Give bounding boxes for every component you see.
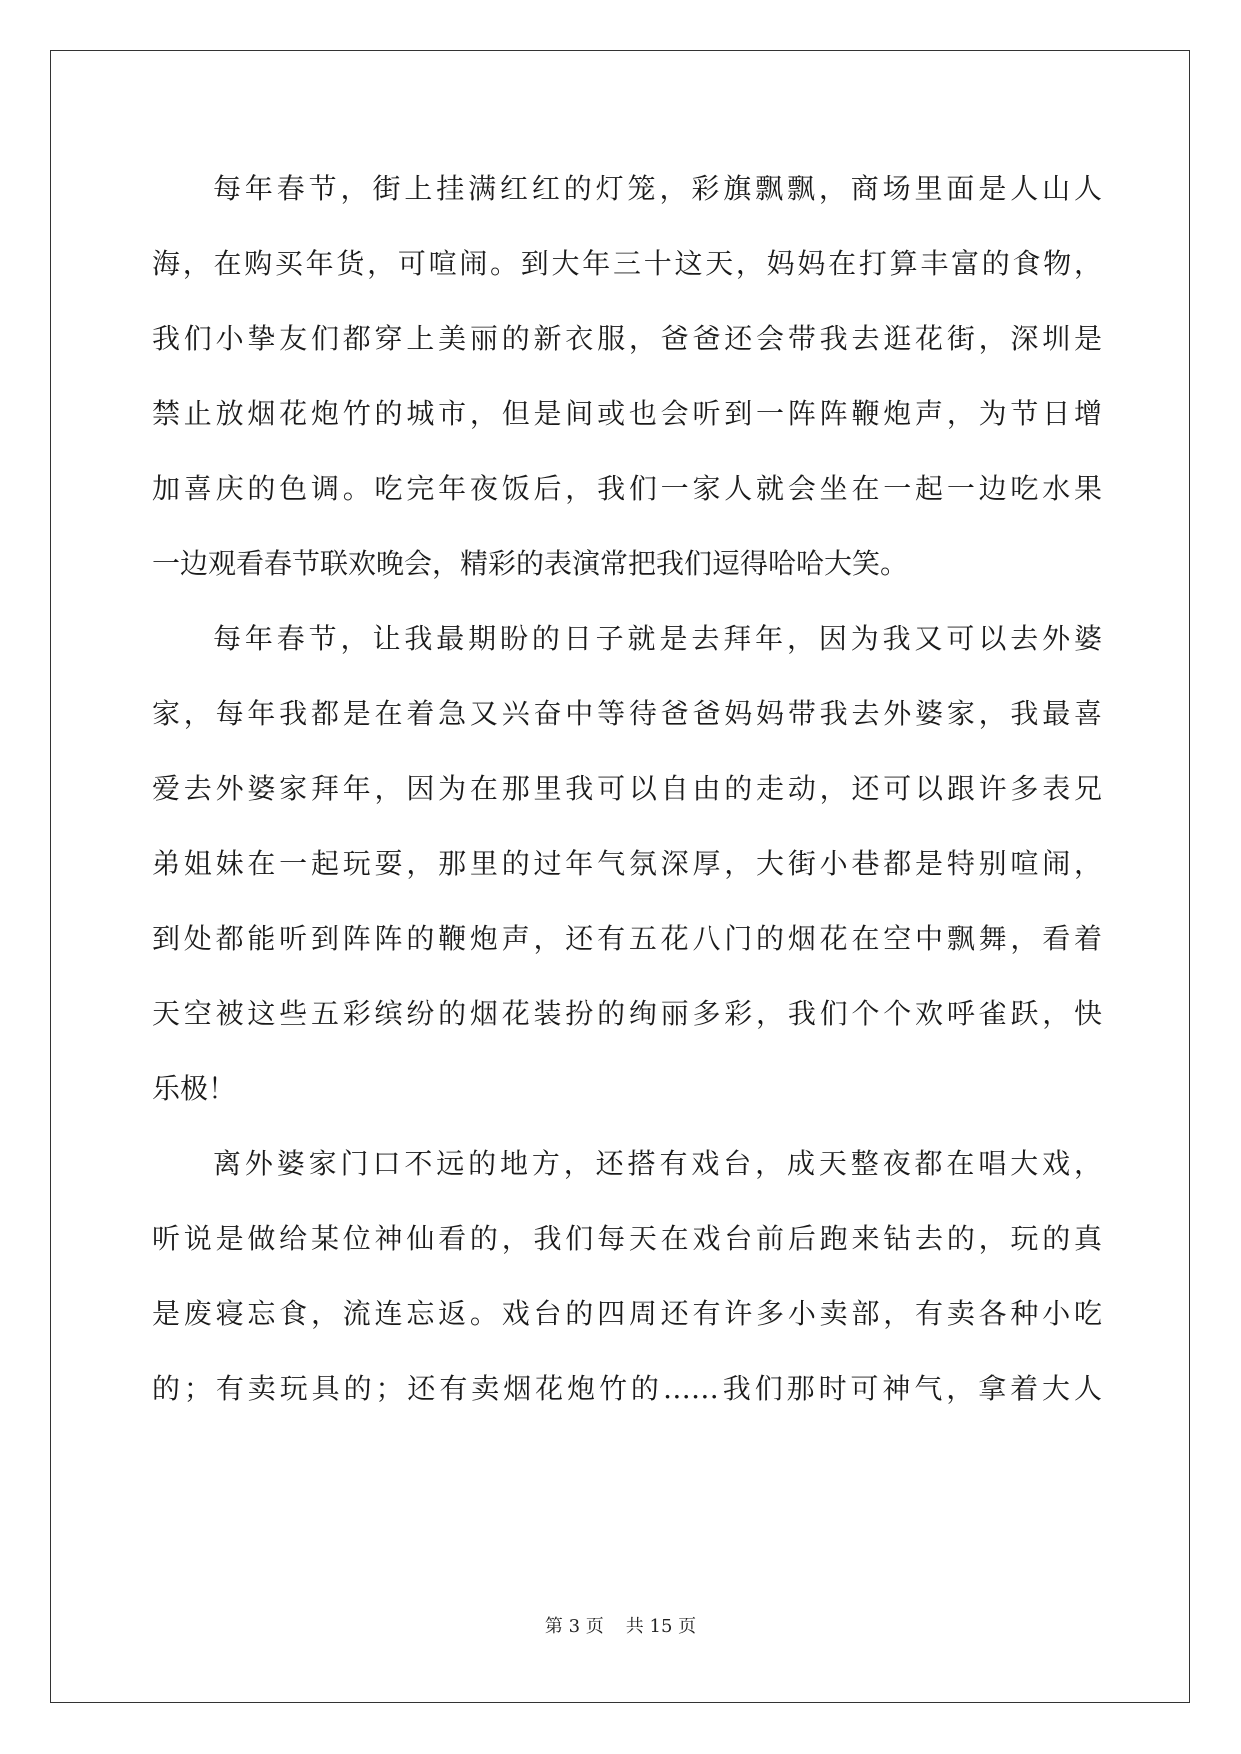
page-footer: [0, 1614, 1241, 1640]
paragraph-1-line-5: 加喜庆的色调。吃完年夜饭后，我们一家人就会坐在一起一边吃水果: [152, 472, 1102, 505]
document-body: [152, 163, 1102, 1438]
total-pages: 共 15 页: [625, 1616, 697, 1637]
paragraph-2-line-5: 到处都能听到阵阵的鞭炮声，还有五花八门的烟花在空中飘舞，看着: [152, 922, 1102, 955]
paragraph-3-line-3: 是废寝忘食，流连忘返。戏台的四周还有许多小卖部，有卖各种小吃: [152, 1297, 1102, 1330]
paragraph-3-line-4: 的；有卖玩具的；还有卖烟花炮竹的……我们那时可神气，拿着大人: [152, 1372, 1102, 1405]
paragraph-2-line-1: 每年春节，让我最期盼的日子就是去拜年，因为我又可以去外婆: [213, 622, 1102, 655]
paragraph-1-line-4: 禁止放烟花炮竹的城市，但是间或也会听到一阵阵鞭炮声，为节日增: [152, 397, 1102, 430]
paragraph-1-line-3: 我们小挚友们都穿上美丽的新衣服，爸爸还会带我去逛花街，深圳是: [152, 322, 1102, 355]
paragraph-2-line-6: 天空被这些五彩缤纷的烟花装扮的绚丽多彩，我们个个欢呼雀跃，快: [152, 997, 1102, 1030]
paragraph-1-line-6: 一边观看春节联欢晚会，精彩的表演常把我们逗得哈哈大笑。: [152, 547, 909, 580]
paragraph-2-line-2: 家，每年我都是在着急又兴奋中等待爸爸妈妈带我去外婆家，我最喜: [152, 697, 1102, 730]
paragraph-2-line-7: 乐极！: [152, 1072, 237, 1105]
paragraph-3-line-2: 听说是做给某位神仙看的，我们每天在戏台前后跑来钻去的，玩的真: [152, 1222, 1102, 1255]
paragraph-2-line-3: 爱去外婆家拜年，因为在那里我可以自由的走动，还可以跟许多表兄: [152, 772, 1102, 805]
paragraph-2-line-4: 弟姐妹在一起玩耍，那里的过年气氛深厚，大街小巷都是特别喧闹，: [152, 847, 1102, 880]
paragraph-3-line-1: 离外婆家门口不远的地方，还搭有戏台，成天整夜都在唱大戏，: [213, 1147, 1102, 1180]
paragraph-1-line-1: 每年春节，街上挂满红红的灯笼，彩旗飘飘，商场里面是人山人: [213, 172, 1102, 205]
paragraph-1-line-2: 海，在购买年货，可喧闹。到大年三十这天，妈妈在打算丰富的食物，: [152, 247, 1102, 280]
page-number: 第 3 页: [544, 1616, 604, 1637]
